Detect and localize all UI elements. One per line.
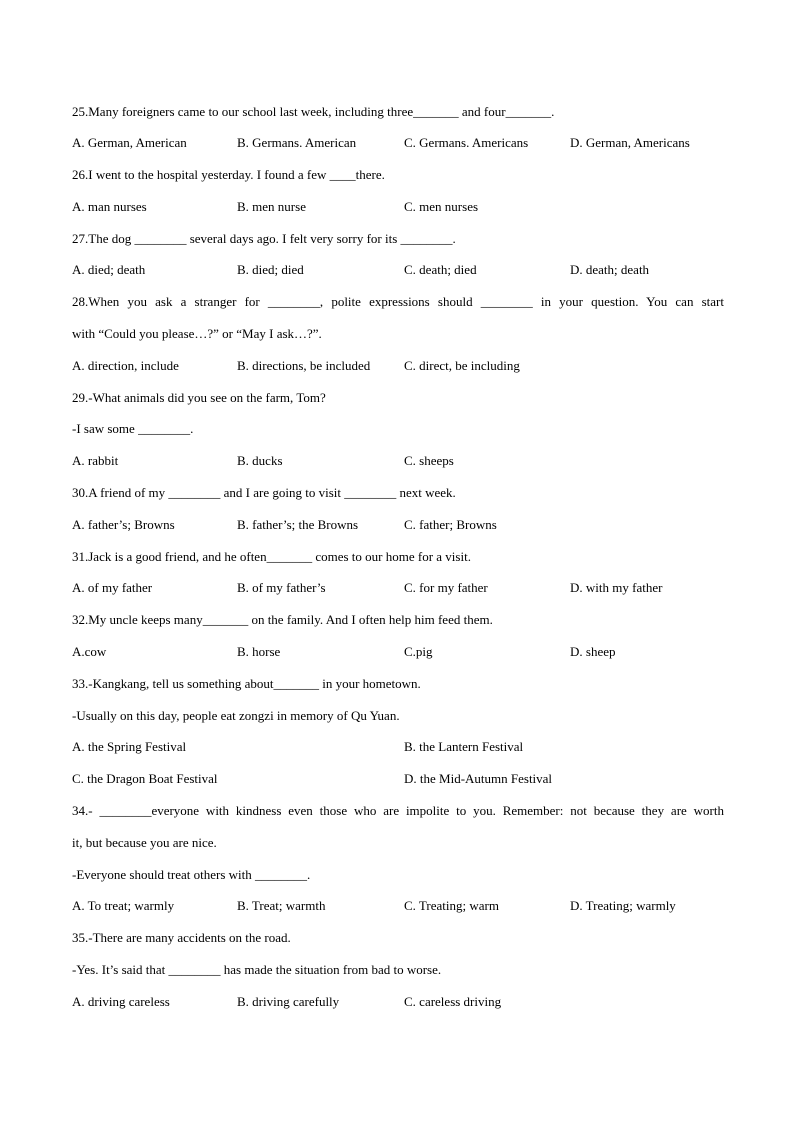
option-c: C. men nurses bbox=[404, 199, 479, 214]
question-29-stem-line-1: 29.-What animals did you see on the farm, Tom? bbox=[72, 390, 326, 405]
option-d: D. sheep bbox=[570, 644, 616, 659]
option-d: D. with my father bbox=[570, 580, 663, 595]
option-c: C. direct, be including bbox=[404, 358, 520, 373]
option-c: C. for my father bbox=[404, 580, 488, 595]
option-c: C. careless driving bbox=[404, 994, 502, 1009]
option-a: A. rabbit bbox=[72, 453, 119, 468]
question-31-stem: 31.Jack is a good friend, and he often_______ comes to our home for a visit. bbox=[72, 549, 471, 564]
option-c: C. the Dragon Boat Festival bbox=[72, 771, 218, 786]
question-32-options bbox=[72, 644, 724, 660]
question-28-options bbox=[72, 358, 724, 374]
question-25-stem: 25.Many foreigners came to our school last week, including three_______ and four_______. bbox=[72, 104, 555, 119]
question-27-stem: 27.The dog ________ several days ago. I felt very sorry for its ________. bbox=[72, 231, 456, 246]
option-a: A. of my father bbox=[72, 580, 153, 595]
option-d: D. the Mid-Autumn Festival bbox=[404, 771, 553, 786]
option-b: B. died; died bbox=[237, 262, 304, 277]
question-34-stem-line-1: 34.- ________everyone with kindness even those who are impolite to you. Remember: not because they are worth bbox=[72, 803, 724, 818]
option-b: B. driving carefully bbox=[237, 994, 340, 1009]
question-30-stem: 30.A friend of my ________ and I are going to visit ________ next week. bbox=[72, 485, 456, 500]
option-b: B. father’s; the Browns bbox=[237, 517, 359, 532]
question-26-options bbox=[72, 199, 724, 215]
option-d: D. Treating; warmly bbox=[570, 898, 676, 913]
option-b: B. Treat; warmth bbox=[237, 898, 326, 913]
option-d: D. death; death bbox=[570, 262, 650, 277]
question-34-stem-line-3: -Everyone should treat others with ________. bbox=[72, 867, 311, 882]
option-d: D. German, Americans bbox=[570, 135, 690, 150]
option-b: B. Germans. American bbox=[237, 135, 357, 150]
option-b: B. directions, be included bbox=[237, 358, 371, 373]
option-b: B. horse bbox=[237, 644, 281, 659]
option-b: B. the Lantern Festival bbox=[404, 739, 524, 754]
question-28-stem-line-2: with “Could you please…?” or “May I ask…?”. bbox=[72, 326, 322, 341]
option-a: A.cow bbox=[72, 644, 107, 659]
question-26-stem: 26.I went to the hospital yesterday. I found a few ____there. bbox=[72, 167, 385, 182]
option-a: A. the Spring Festival bbox=[72, 739, 187, 754]
option-c: C. Germans. Americans bbox=[404, 135, 529, 150]
question-35-stem-line-2: -Yes. It’s said that ________ has made the situation from bad to worse. bbox=[72, 962, 442, 977]
question-30-options bbox=[72, 517, 724, 533]
question-25-options bbox=[72, 135, 724, 151]
option-a: A. driving careless bbox=[72, 994, 170, 1009]
option-a: A. German, American bbox=[72, 135, 187, 150]
option-c: C. Treating; warm bbox=[404, 898, 499, 913]
question-34-options bbox=[72, 898, 724, 914]
option-a: A. man nurses bbox=[72, 199, 147, 214]
question-35-options bbox=[72, 994, 724, 1010]
option-c: C.pig bbox=[404, 644, 433, 659]
option-a: A. To treat; warmly bbox=[72, 898, 175, 913]
option-c: C. father; Browns bbox=[404, 517, 497, 532]
option-a: A. direction, include bbox=[72, 358, 179, 373]
question-33-stem-line-2: -Usually on this day, people eat zongzi in memory of Qu Yuan. bbox=[72, 708, 400, 723]
question-28-stem-line-1: 28.When you ask a stranger for ________, polite expressions should ________ in your question. You can start bbox=[72, 294, 724, 309]
option-c: C. death; died bbox=[404, 262, 477, 277]
question-33-options-row-2 bbox=[72, 771, 724, 787]
question-29-options bbox=[72, 453, 724, 469]
question-27-options bbox=[72, 262, 724, 278]
option-c: C. sheeps bbox=[404, 453, 454, 468]
option-a: A. father’s; Browns bbox=[72, 517, 175, 532]
question-33-options-row-1 bbox=[72, 739, 724, 755]
option-a: A. died; death bbox=[72, 262, 146, 277]
option-b: B. ducks bbox=[237, 453, 283, 468]
question-32-stem: 32.My uncle keeps many_______ on the family. And I often help him feed them. bbox=[72, 612, 493, 627]
question-29-stem-line-2: -I saw some ________. bbox=[72, 421, 194, 436]
question-31-options bbox=[72, 580, 724, 596]
question-34-stem-line-2: it, but because you are nice. bbox=[72, 835, 217, 850]
option-b: B. of my father’s bbox=[237, 580, 326, 595]
question-35-stem-line-1: 35.-There are many accidents on the road. bbox=[72, 930, 291, 945]
option-b: B. men nurse bbox=[237, 199, 306, 214]
question-33-stem-line-1: 33.-Kangkang, tell us something about_______ in your hometown. bbox=[72, 676, 421, 691]
